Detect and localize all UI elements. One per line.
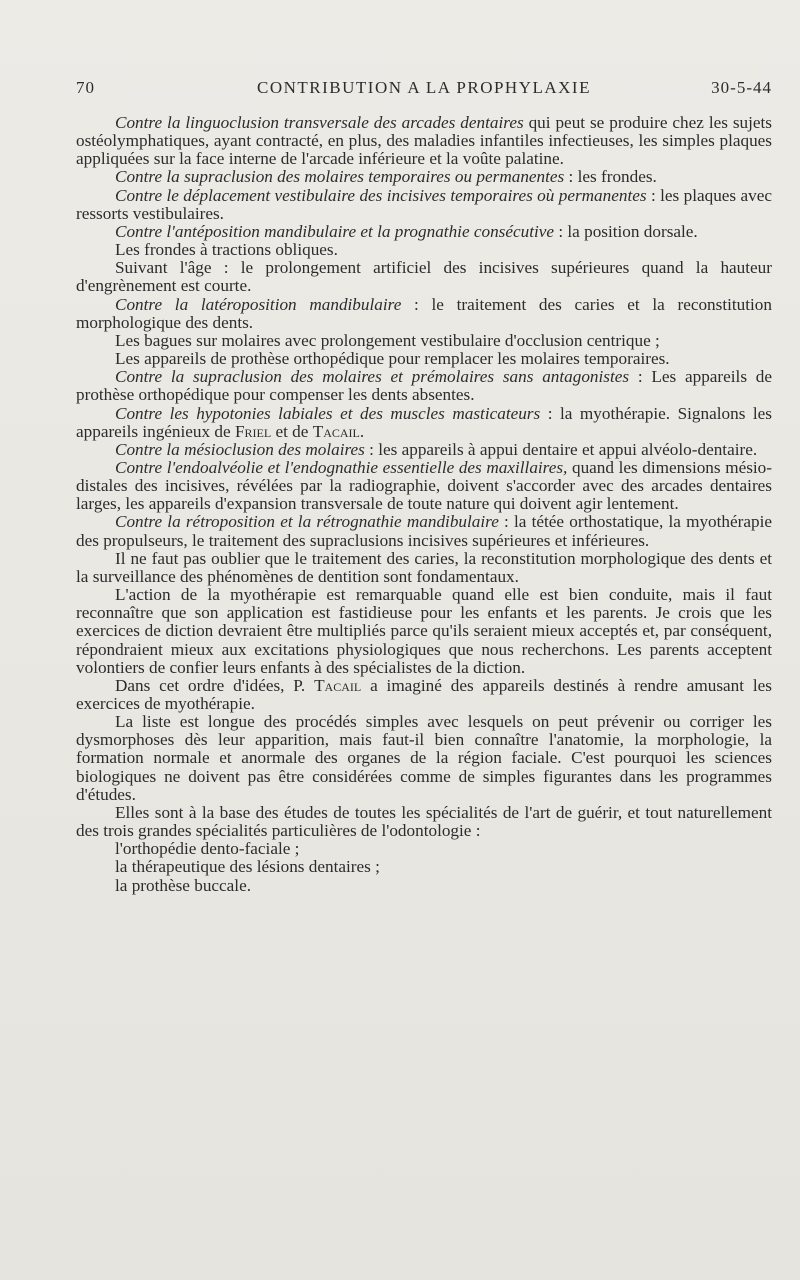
paragraph: Les frondes à tractions obliques. — [115, 240, 338, 260]
paragraph: Contre l'antéposition mandibulaire et la prognathie consécutive : la position dorsale. — [115, 221, 698, 241]
list-item: la prothèse buccale. — [115, 875, 251, 895]
paragraph: Contre la supraclusion des molaires temporaires ou permanentes : les frondes. — [115, 167, 657, 187]
running-title: CONTRIBUTION A LA PROPHYLAXIE — [257, 78, 591, 97]
page-number: 70 — [76, 78, 95, 97]
body-text — [76, 114, 772, 895]
paragraph: Contre la latéroposition mandibulaire : le traitement des caries et la reconstitution morphologique des dents. — [76, 294, 772, 332]
list-item: la thérapeutique des lésions dentaires ; — [115, 857, 380, 877]
paragraph: Les appareils de prothèse orthopédique pour remplacer les molaires temporaires. — [115, 349, 670, 369]
paragraph: Contre le déplacement vestibulaire des incisives temporaires où permanentes : les plaques avec ressorts vestibulaires. — [76, 185, 772, 223]
paragraph: Contre l'endoalvéolie et l'endognathie essentielle des maxillaires, quand les dimensions mésio-distales des incisives, révélées par la radiographie, doivent s'accorder avec des arcades dentaires larges, les appareils d'expansion transversale de toute nature qui doivent agir lentement. — [76, 457, 772, 514]
paragraph: Elles sont à la base des études de toutes les spécialités de l'art de guérir, et tout naturellement des trois grandes spécialités particulières de l'odontologie : — [76, 802, 772, 841]
issue-date: 30-5-44 — [711, 78, 772, 97]
page-header — [76, 78, 772, 104]
list-item: l'orthopédie dento-faciale ; — [115, 839, 300, 859]
paragraph: Contre la linguoclusion transversale des arcades dentaires qui peut se produire chez les sujets ostéolymphatiques, ayant contracté, en plus, des maladies infantiles infectieuses, les simples plaques appliquées sur la face interne de l'arcade inférieure et la voûte palatine. — [76, 113, 772, 169]
paragraph: L'action de la myothérapie est remarquable quand elle est bien conduite, mais il faut reconnaître que son application est fastidieuse pour les enfants et les parents. Je crois que les exercices de diction devraient être multipliés parce qu'ils seraient mieux acceptés et, par conséquent, répondraient mieux aux excitations physiologiques que nous recherchons. Les parents acceptent volontiers de confier leurs enfants à des spécialistes de la diction. — [76, 585, 772, 677]
paragraph: Suivant l'âge : le prolongement artificiel des incisives supérieures quand la hauteur d'engrènement est courte. — [76, 258, 772, 296]
author-name: Tacail — [312, 421, 360, 441]
paragraph: Il ne faut pas oublier que le traitement des caries, la reconstitution morphologique des dents et la surveillance des phénomènes de dentition sont fondamentaux. — [76, 548, 772, 586]
paragraph: Contre la supraclusion des molaires et prémolaires sans antagonistes : Les appareils de prothèse orthopédique pour compenser les dents absentes. — [76, 367, 772, 405]
author-name: Friel — [234, 421, 272, 441]
author-name: Tacail — [314, 675, 362, 695]
paragraph: Contre la rétroposition et la rétrognathie mandibulaire : la tétée orthostatique, la myothérapie des propulseurs, le traitement des supraclusions incisives supérieures et inférieures. — [76, 512, 772, 550]
paragraph: Contre la mésioclusion des molaires : les appareils à appui dentaire et appui alvéolo-dentaire. — [115, 439, 758, 459]
paragraph: Les bagues sur molaires avec prolongement vestibulaire d'occlusion centrique ; — [115, 330, 660, 350]
paragraph: La liste est longue des procédés simples avec lesquels on peut prévenir ou corriger les dysmorphoses dès leur apparition, mais faut-il bien connaître l'anatomie, la morphologie, la formation normale et anormale des organes de la région faciale. C'est pourquoi les sciences biologiques ne doivent pas être considérées comme de simples figurantes dans les programmes d'études. — [76, 712, 772, 804]
paragraph: Dans cet ordre d'idées, P. Tacail a imaginé des appareils destinés à rendre amusant les exercices de myothérapie. — [76, 675, 772, 713]
paragraph: Contre les hypotonies labiales et des muscles masticateurs : la myothérapie. Signalons les appareils ingénieux de Friel et de Tacail. — [76, 403, 772, 441]
